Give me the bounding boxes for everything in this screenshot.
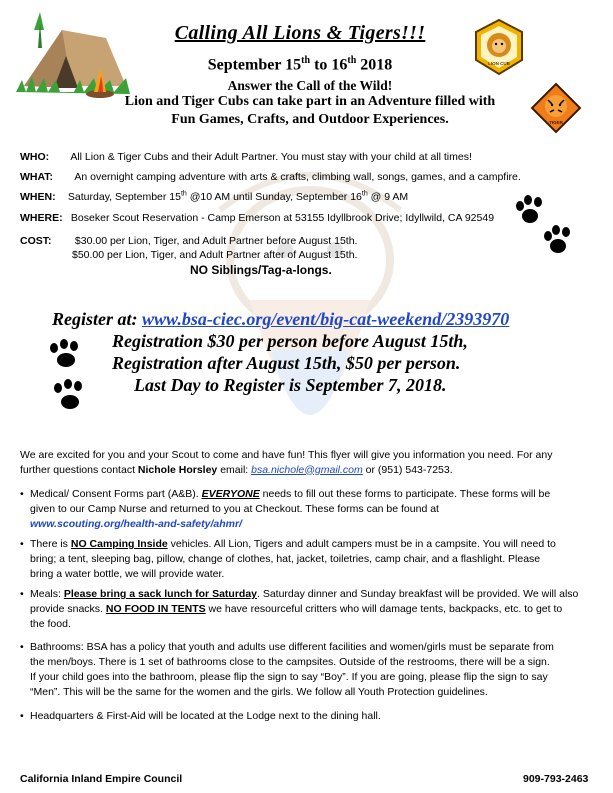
intro-line-1: Lion and Tiger Cubs can take part in an Adventure filled with [124, 94, 496, 109]
contact-email-link[interactable]: bsa.nichole@gmail.com [251, 463, 363, 476]
bullet-headquarters: • Headquarters & First-Aid will be located at the Lodge next to the dining hall. [20, 710, 381, 722]
what-value: An overnight camping adventure with arts & crafts, climbing wall, songs, games, and a campfire. [74, 171, 521, 183]
when-value: Saturday, September 15th @10 AM until Sunday, September 16th @ 9 AM [67, 190, 409, 203]
cost-line-2: $50.00 per Lion, Tiger, and Adult Partner after of August 15th. [72, 249, 358, 261]
register-link[interactable]: www.bsa-ciec.org/event/big-cat-weekend/2393970 [142, 309, 510, 329]
where-label: WHERE: [20, 212, 63, 224]
tiger-badge-icon [530, 82, 582, 134]
footer-phone: 909-793-2463 [523, 773, 589, 785]
paw-print-icon [512, 194, 552, 228]
tagline: Answer the Call of the Wild! [227, 78, 393, 93]
register-label: Register at: [52, 309, 142, 329]
event-dates: September 15th to 16th 2018 [207, 55, 393, 74]
where-value: Boseker Scout Reservation - Camp Emerson at 53155 Idyllbrook Drive; Idyllwild, CA 92549 [70, 212, 495, 224]
bullet-meals: • Meals: Please bring a sack lunch for Saturday. Saturday dinner and Sunday breakfast will be provided. We will also provide snacks. NO FOOD IN TENTS we have resourceful critters who will damage tents, backpacks, etc. to get to the food. [20, 588, 579, 630]
cost-label: COST: [20, 235, 52, 247]
lion-badge-text: LION CUB [488, 61, 510, 66]
bullet-bathrooms: • Bathrooms: BSA has a policy that youth and adults use different facilities and women/girls must be separate from the men/boys. There is 1 set of bathrooms close to the campsites. Outside of the restrooms, there will be a sign. If your child goes into the bathroom, please flip the sign to say “Boy”. If you are going, please flip the sign to say “Men”. This will be the same for the women and the girls. We follow all Youth Protection guidelines. [20, 641, 554, 698]
intro-line-2: Fun Games, Crafts, and Outdoor Experiences. [171, 112, 449, 127]
page-title: Calling All Lions & Tigers!!! [174, 22, 426, 44]
bullet-medical: • Medical/ Consent Forms part (A&B). EVERYONE needs to fill out these forms to participate. These forms will be given to our Camp Nurse and returned to you at Checkout. These forms can be found at www.scouting.org/health-and-safety/ahmr/ [20, 487, 590, 532]
no-siblings-note: NO Siblings/Tag-a-longs. [190, 263, 332, 277]
paw-print-icon [44, 338, 88, 372]
paw-print-icon [48, 378, 92, 414]
info-cost [20, 235, 357, 247]
info-where [20, 212, 494, 224]
bullet-camping: • There is NO Camping Inside vehicles. All Lion, Tigers and adult campers must be in a campsite. You will need to bring; a tent, sleeping bag, pillow, change of clothes, hat, jacket, toiletries, camp chair, and a flashlight. Please bring a water bottle, we will provide water. [20, 538, 556, 580]
register-price-before: Registration $30 per person before August 15th, [112, 331, 468, 351]
what-label: WHAT: [20, 171, 54, 183]
who-value: All Lion & Tiger Cubs and their Adult Partner. You must stay with your child at all times! [70, 151, 472, 163]
info-when [20, 190, 408, 203]
tiger-badge-text: TIGER [549, 120, 563, 125]
welcome-paragraph: We are excited for you and your Scout to come and have fun! This flyer will give you information you need. For any further questions contact Nichole Horsley email: bsa.nichole@gmail.com or (951) 543-7253. [20, 449, 553, 476]
lion-badge-icon [474, 18, 524, 76]
footer-council: California Inland Empire Council [20, 773, 183, 785]
paw-print-icon [540, 224, 580, 258]
contact-name: Nichole Horsley [137, 463, 218, 476]
who-label: WHO: [20, 151, 50, 163]
info-what [20, 171, 521, 183]
register-price-after: Registration after August 15th, $50 per person. [112, 353, 461, 373]
when-label: WHEN: [20, 190, 56, 203]
tent-campfire-icon [14, 8, 132, 103]
cost-line-1: $30.00 per Lion, Tiger, and Adult Partner before August 15th. [74, 235, 358, 247]
medical-forms-link[interactable]: www.scouting.org/health-and-safety/ahmr/ [30, 518, 242, 530]
register-line [52, 309, 509, 330]
info-who [20, 151, 472, 163]
register-deadline: Last Day to Register is September 7, 2018. [134, 375, 447, 395]
